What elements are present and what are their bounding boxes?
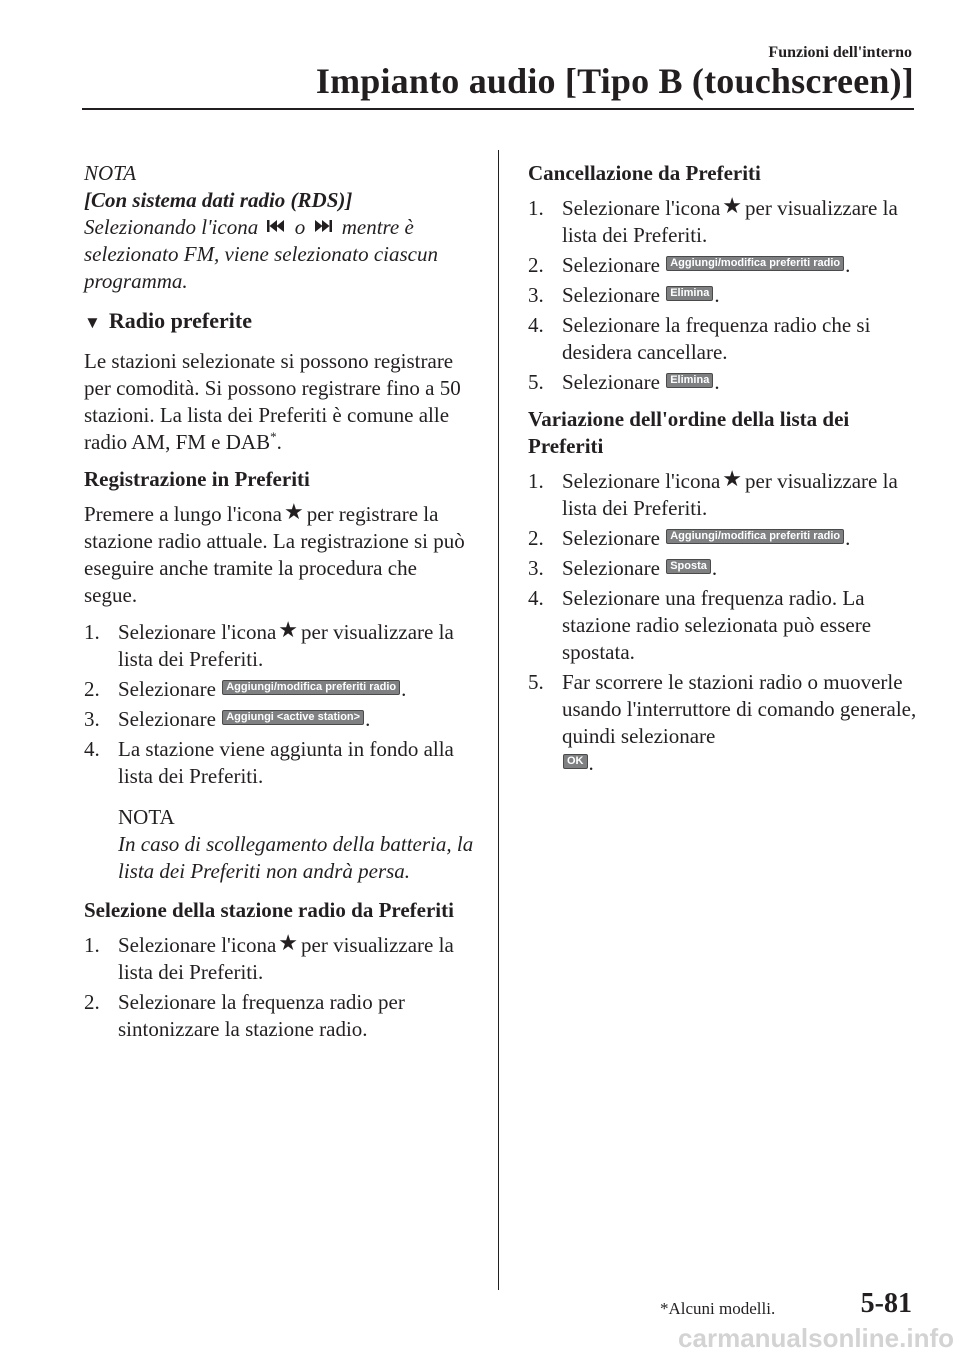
step-number: 4. [528,586,544,610]
star-icon: ★ [278,617,299,642]
header-rule [82,108,914,110]
down-triangle-marker-icon: ▼ [84,313,101,332]
step-number: 2. [84,677,100,701]
reg-steps-list [84,619,474,790]
watermark: carmanualsonline.info [678,1323,954,1353]
note-label: NOTA [84,161,137,185]
reg-text [84,501,474,609]
page-title: Impianto audio [Tipo B (touchscreen)] [315,61,914,101]
add-edit-favorites-button[interactable]: Aggiungi/modifica preferiti radio [222,680,400,695]
step-number: 3. [528,283,544,307]
ok-button[interactable]: OK [563,754,588,769]
page-number: 5-81 [860,1288,912,1319]
step-text: Selezionare la frequenza radio per sintonizzare la stazione radio. [118,990,405,1041]
list-item: 2. Selezionare Aggiungi/modifica preferiti radio . [528,526,851,550]
step-text: Selezionare [118,677,216,701]
step-number: 1. [84,933,100,957]
list-item [84,619,474,673]
list-item [84,736,474,790]
move-button[interactable]: Sposta [666,559,711,574]
sel-title: Selezione della stazione radio da Preferiti [84,898,454,922]
ord-title: Variazione dell'ordine della lista dei Preferiti [528,407,850,458]
intro-body: Le stazioni selezionate si possono registrare per comodità. Si possono registrare fino a 50 stazioni. La lista dei Preferiti è comune alle radio AM, FM e DAB [84,349,461,454]
sel-steps-list [84,932,474,1043]
list-item: 5. Selezionare Elimina . [528,370,720,394]
list-item: 3. Selezionare Elimina . [528,283,720,307]
note-text-2: mentre è selezionato FM, viene selezionato ciascun programma. [84,215,438,293]
section-title: Funzioni dell'interno [768,44,912,61]
intro-text [84,348,474,456]
step-text: Selezionare [562,526,660,550]
step-text: La stazione viene aggiunta in fondo alla lista dei Preferiti. [118,737,454,788]
reg-text-2: per registrare la stazione radio attuale. La registrazione si può eseguire anche tramite la procedura che segue. [84,502,465,607]
inner-note-text: In caso di scollegamento della batteria, la lista dei Preferiti non andrà persa. [118,832,474,883]
step-number: 2. [528,253,544,277]
list-item [84,989,474,1043]
asterisk-mark: * [270,429,277,444]
reg-title: Registrazione in Preferiti [84,467,310,491]
step-text: Selezionare [562,370,660,394]
list-item: 2. Selezionare Aggiungi/modifica preferiti radio . [84,677,407,701]
step-number: 3. [528,556,544,580]
step-number: 1. [84,620,100,644]
step-text: Selezionare [562,253,660,277]
list-item [528,585,918,666]
note-text-or: o [294,215,306,239]
list-item: 3. Selezionare Sposta . [528,556,718,580]
reg-text-1: Premere a lungo l'icona [84,502,282,526]
list-item [84,932,474,986]
step-text: per visualizzare la lista dei Preferiti. [562,196,898,247]
step-text: Far scorrere le stazioni radio o muoverle usando l'interruttore di comando generale, quindi selezionare [562,670,917,748]
star-icon: ★ [722,193,743,218]
seek-back-icon [266,218,286,234]
star-icon: ★ [283,499,304,524]
add-active-station-button[interactable]: Aggiungi <active station> [222,710,364,725]
heading-text: Radio preferite [108,308,252,333]
step-text: Selezionare [562,556,660,580]
ord-steps-list [528,468,918,777]
delete-button[interactable]: Elimina [666,286,713,301]
note-title: [Con sistema dati radio (RDS)] [84,188,353,212]
star-icon: ★ [722,466,743,491]
column-divider [498,150,499,1290]
step-text: Selezionare l'icona [562,469,721,493]
del-steps-list [528,195,918,396]
list-item: 5. Far scorrere le stazioni radio o muoverle usando l'interruttore di comando generale, quindi selezionare OK . [528,670,917,775]
step-number: 5. [528,370,544,394]
step-text: Selezionare la frequenza radio che si desidera cancellare. [562,313,871,364]
step-text: Selezionare [562,283,660,307]
list-item [528,195,918,249]
list-item [528,312,918,366]
add-edit-favorites-button[interactable]: Aggiungi/modifica preferiti radio [666,256,844,271]
step-text: Selezionare l'icona [118,620,277,644]
step-number: 2. [528,526,544,550]
star-icon: ★ [278,930,299,955]
delete-button[interactable]: Elimina [666,373,713,388]
section-heading [84,307,474,336]
step-number: 1. [528,196,544,220]
step-text: Selezionare [118,707,216,731]
note-text-1: Selezionando l'icona [84,215,259,239]
list-item [528,468,918,522]
step-number: 1. [528,469,544,493]
step-text: per visualizzare la lista dei Preferiti. [118,933,454,984]
step-number: 5. [528,670,544,694]
inner-note [118,804,474,885]
left-column [84,160,474,1051]
list-item: 3. Selezionare Aggiungi <active station> . [84,707,371,731]
right-column [528,160,918,785]
footnote: *Alcuni modelli. [660,1299,776,1318]
seek-forward-icon [313,218,333,234]
add-edit-favorites-button[interactable]: Aggiungi/modifica preferiti radio [666,529,844,544]
inner-note-label: NOTA [118,805,175,829]
step-text: Selezionare l'icona [562,196,721,220]
list-item: 2. Selezionare Aggiungi/modifica preferiti radio . [528,253,851,277]
intro-end: . [276,430,282,454]
step-text: Selezionare una frequenza radio. La stazione radio selezionata può essere spostata. [562,586,872,664]
step-text: Selezionare l'icona [118,933,277,957]
note-text [84,214,474,295]
step-number: 2. [84,990,100,1014]
del-title: Cancellazione da Preferiti [528,161,761,185]
step-number: 4. [84,737,100,761]
step-text: per visualizzare la lista dei Preferiti. [118,620,454,671]
step-number: 4. [528,313,544,337]
step-text: per visualizzare la lista dei Preferiti. [562,469,898,520]
step-number: 3. [84,707,100,731]
